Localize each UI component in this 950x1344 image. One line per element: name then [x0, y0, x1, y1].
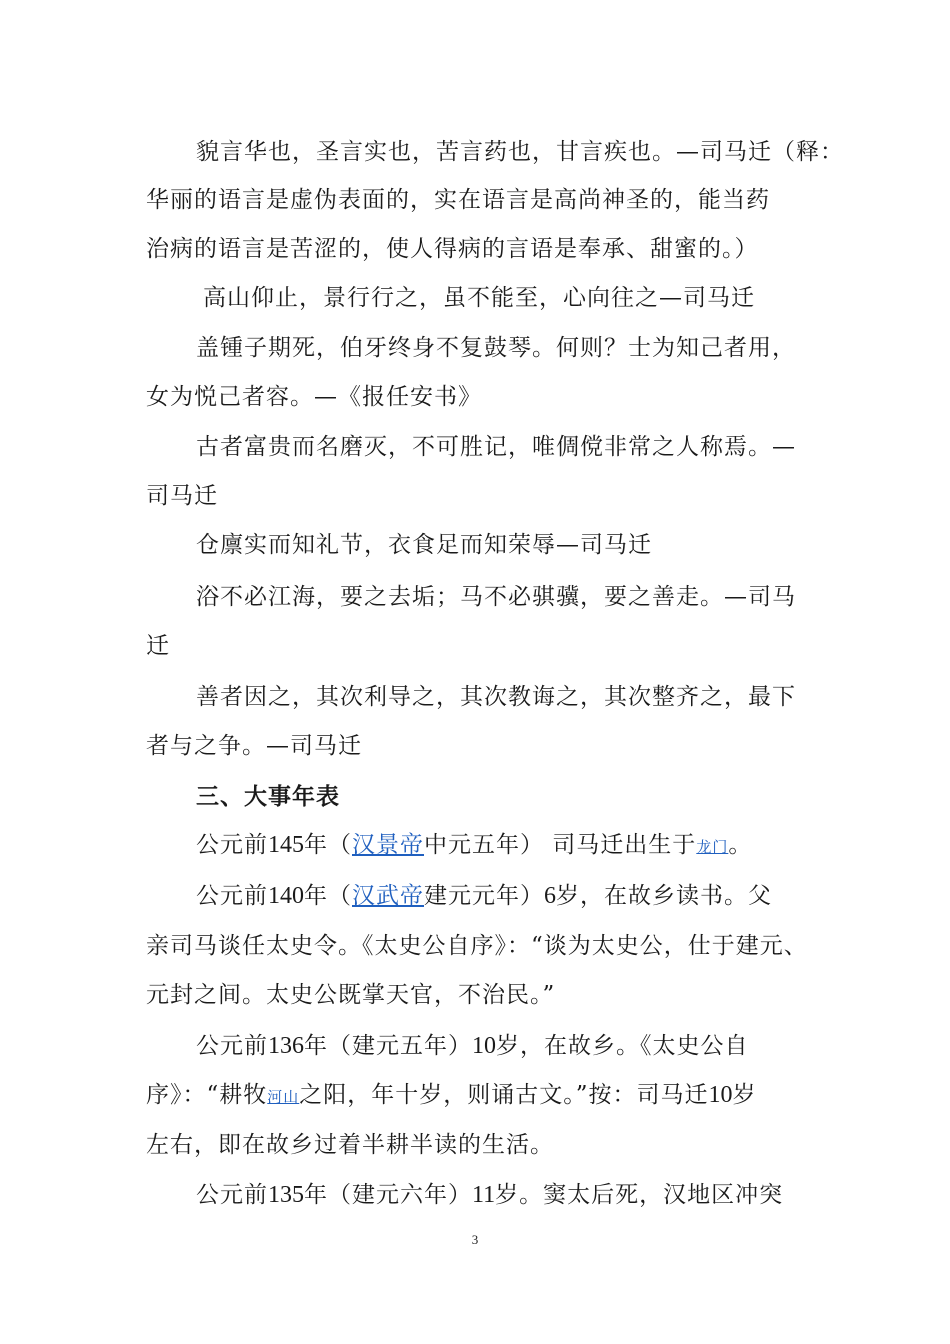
- quote-line: 貌言华也，圣言实也，苦言药也，甘言疾也。—司马迁（释：: [196, 139, 844, 165]
- entry-line: 左右，即在故乡过着半耕半读的生活。: [146, 1132, 554, 1158]
- quote-line: 盖锺子期死，伯牙终身不复鼓琴。何则？士为知己者用，: [196, 335, 796, 361]
- age-number: 11: [472, 1182, 496, 1208]
- quote-line: 女为悦己者容。—《报任安书》: [146, 384, 482, 410]
- entry-text: 公元前: [196, 832, 268, 858]
- timeline-entry-136: [0, 1031, 950, 1061]
- entry-text: 建元元年）: [424, 883, 544, 909]
- year-number: 140: [268, 883, 304, 909]
- quote-line: 高山仰止，景行行之，虽不能至，心向往之—司马迁: [203, 285, 755, 311]
- quote-line: 迁: [146, 633, 170, 659]
- entry-line: 元封之间。太史公既掌天官，不治民。”: [146, 982, 556, 1008]
- entry-text: 岁，在故乡读书。父: [556, 883, 772, 909]
- entry-text: 公元前: [196, 883, 268, 909]
- entry-text: 岁，在故乡。《太史公自: [496, 1033, 749, 1059]
- entry-line: 亲司马谈任太史令。《太史公自序》：“谈为太史公，仕于建元、: [146, 933, 808, 959]
- quote-line: 浴不必江海，要之去垢；马不必骐骥，要之善走。—司马: [196, 584, 796, 610]
- year-number: 145: [268, 832, 304, 858]
- year-number: 135: [268, 1182, 304, 1208]
- entry-text: 公元前: [196, 1033, 268, 1059]
- quote-line: 古者富贵而名磨灭，不可胜记，唯倜傥非常之人称焉。—: [196, 434, 796, 460]
- timeline-entry-140: [0, 881, 950, 911]
- entry-text: 岁。窦太后死，汉地区冲突: [495, 1182, 784, 1208]
- quote-line: 华丽的语言是虚伪表面的，实在语言是高尚神圣的，能当药: [146, 187, 770, 213]
- entry-text: 年（建元六年）: [304, 1182, 472, 1208]
- entry-text: 年（建元五年）: [304, 1033, 472, 1059]
- quote-line: 仓廪实而知礼节，衣食足而知荣辱—司马迁: [196, 532, 652, 558]
- entry-text: 年（: [304, 883, 352, 909]
- quote-line: 司马迁: [146, 483, 218, 509]
- emperor-link[interactable]: 汉武帝: [352, 883, 424, 909]
- age-number: 6: [544, 883, 556, 909]
- place-link[interactable]: 龙门: [696, 838, 729, 856]
- emperor-link[interactable]: 汉景帝: [352, 832, 424, 858]
- entry-text: 。: [728, 832, 753, 858]
- entry-text: 年（: [304, 832, 352, 858]
- entry-text: 中元五年） 司马迁出生于: [424, 832, 697, 858]
- entry-text: 公元前: [196, 1182, 268, 1208]
- quote-line: 治病的语言是苦涩的，使人得病的言语是奉承、甜蜜的。）: [146, 236, 759, 262]
- section-heading: 三、大事年表: [196, 784, 340, 810]
- entry-text: 序》：“耕牧: [146, 1082, 268, 1108]
- age-number: 10: [472, 1033, 496, 1059]
- quote-line: 善者因之，其次利导之，其次教诲之，其次整齐之，最下: [196, 684, 796, 710]
- timeline-entry-145: [0, 830, 950, 862]
- age-number: 10: [708, 1082, 733, 1108]
- place-link[interactable]: 河山: [267, 1088, 300, 1106]
- year-number: 136: [268, 1033, 304, 1059]
- entry-text: 之阳，年十岁，则诵古文。”按：司马迁: [299, 1082, 709, 1108]
- entry-text: 岁: [732, 1082, 757, 1108]
- page-number: 3: [471, 1232, 479, 1247]
- timeline-entry-135: [0, 1180, 950, 1210]
- entry-line: [0, 1080, 950, 1112]
- quote-line: 者与之争。—司马迁: [146, 733, 362, 759]
